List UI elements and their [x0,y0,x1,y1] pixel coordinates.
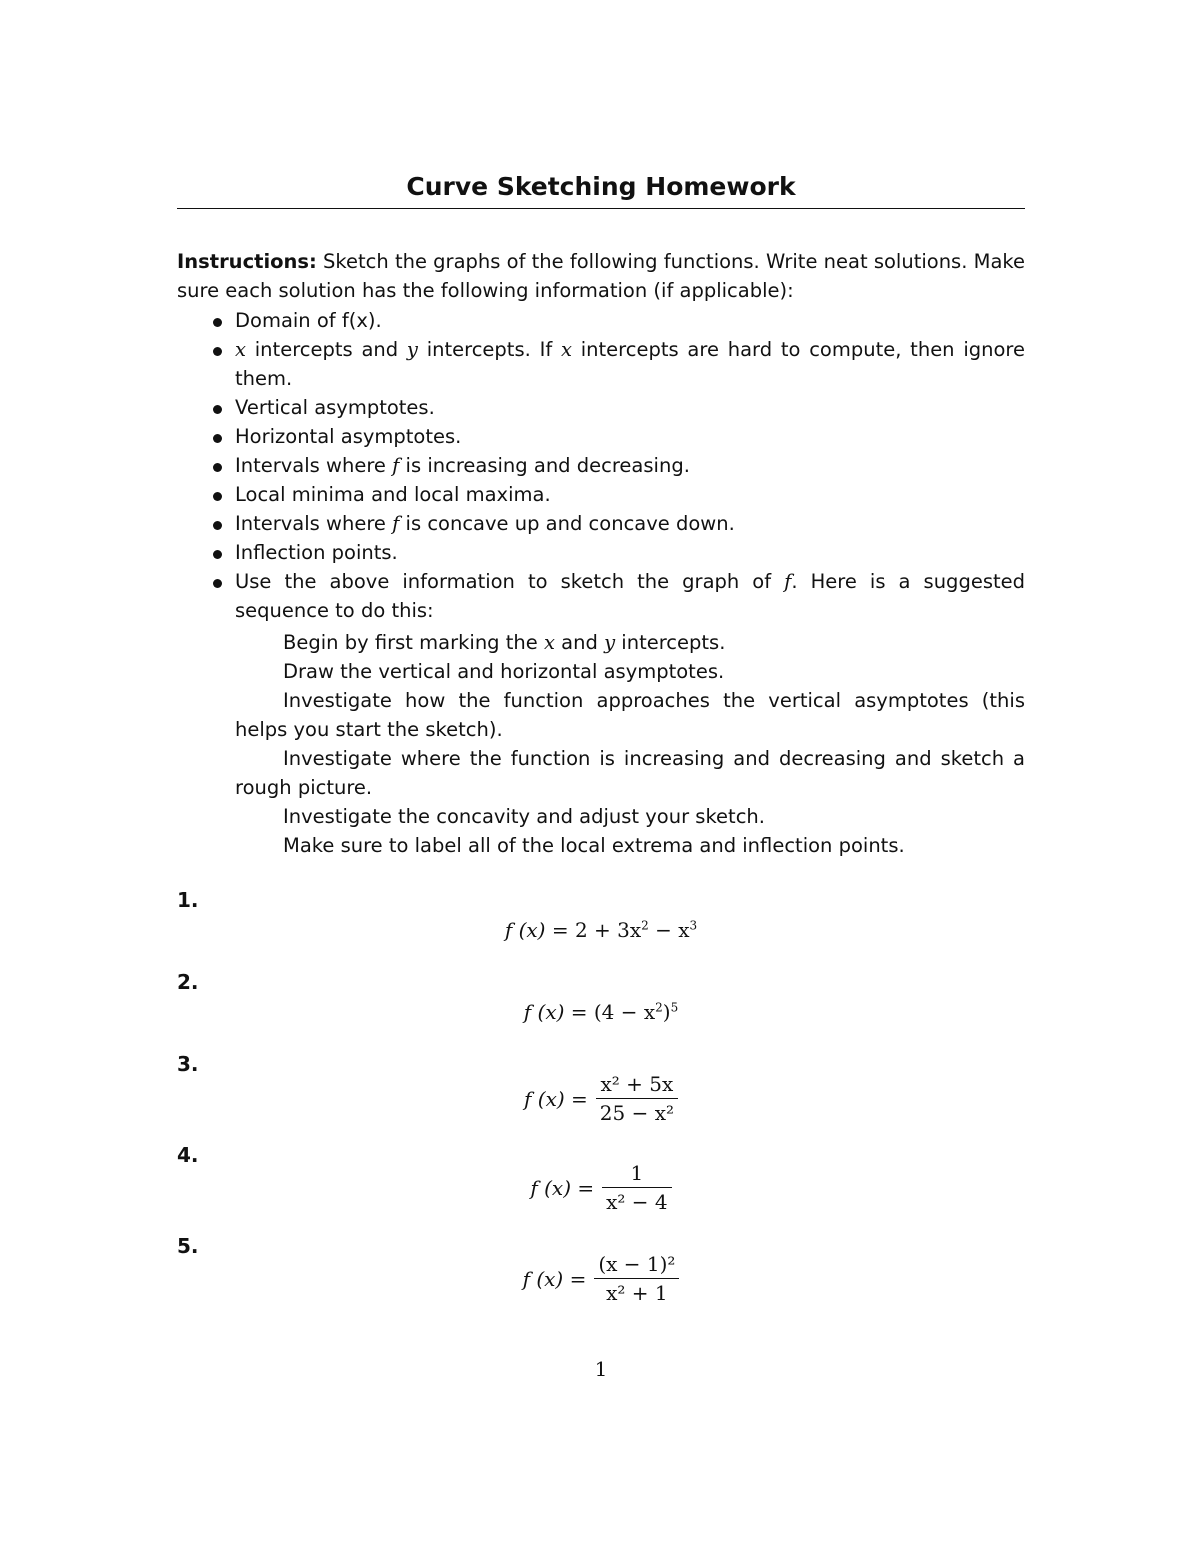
requirements-list [177,306,1025,625]
title-rule [177,208,1025,209]
formula-4 [177,1161,1025,1214]
bullet-text: Intervals where [235,454,393,477]
bullet-extrema: Local minima and local maxima. [235,483,551,506]
fraction-numerator: x² + 5x [600,1072,674,1096]
formula-1 [177,918,1025,942]
bullet-text: is concave up and concave down. [399,512,735,535]
problem-number: 2. [177,970,199,994]
step-6: Make sure to label all of the local extrema and inflection points. [283,834,905,857]
fraction-bar [602,1187,672,1188]
fraction [596,1072,678,1125]
document-page [177,0,1025,1553]
bullet-text: . Here is a suggested sequence to do this: [235,570,1025,622]
math-f: f [784,570,792,593]
formula-lhs: f (x) = [530,1175,595,1200]
formula-exponent: 2 [641,918,649,933]
formula-lhs: f (x) = [504,918,569,942]
problem-number: 3. [177,1052,199,1076]
formula-3 [177,1072,1025,1125]
step-2: Draw the vertical and horizontal asymptotes. [283,660,725,683]
suggested-steps [177,628,1025,860]
instructions-label: Instructions: [177,250,317,273]
fraction-bar [594,1278,679,1279]
formula-exponent: 2 [655,1000,663,1015]
bullet-domain: Domain of f(x). [235,309,382,332]
math-y: y [406,338,418,361]
list-item [177,509,1025,538]
bullet-text: intercepts and [246,338,407,361]
fraction [602,1161,672,1214]
fraction-denominator: x² + 1 [606,1281,668,1305]
formula-term: 2 + 3x [574,918,642,942]
bullet-horizontal: Horizontal asymptotes. [235,425,462,448]
math-x: x [235,338,246,361]
fraction-numerator: 1 [630,1161,644,1185]
step-3: Investigate how the function approaches the vertical asymptotes (this helps you start the sketch). [235,689,1025,741]
bullet-text: intercepts are hard to compute, then ignore them. [235,338,1025,390]
instructions-paragraph [177,247,1025,305]
list-item [177,567,1025,625]
formula-term: − x [648,918,690,942]
list-item [177,306,1025,335]
formula-lhs: f (x) = [523,1000,588,1024]
fraction-numerator: (x − 1)² [598,1252,676,1276]
list-item [177,538,1025,567]
instructions-text: Sketch the graphs of the following functions. Write neat solutions. Make sure each solution has the following information (if applicable): [177,250,1025,302]
formula-5 [177,1252,1025,1305]
step-1: Begin by first marking the x and y intercepts. [283,631,726,654]
list-item [177,335,1025,393]
formula-lhs: f (x) = [524,1086,588,1111]
document-title: Curve Sketching Homework [406,172,796,201]
fraction-denominator: 25 − x² [599,1101,674,1125]
math-x: x [560,338,572,361]
step-4: Investigate where the function is increasing and decreasing and sketch a rough picture. [235,747,1025,799]
math-f: f [392,454,400,477]
list-item [177,451,1025,480]
problem-number: 5. [177,1234,199,1258]
problem-number: 4. [177,1143,199,1167]
fraction-bar [596,1098,678,1099]
step-5: Investigate the concavity and adjust your sketch. [283,805,765,828]
bullet-text: Intervals where [235,512,393,535]
bullet-text: Use the above information to sketch the graph of [235,570,785,593]
bullet-vertical: Vertical asymptotes. [235,396,435,419]
list-item [177,393,1025,422]
list-item [177,480,1025,509]
problem-number: 1. [177,888,199,912]
fraction [594,1252,679,1305]
formula-exponent: 5 [670,1000,679,1015]
math-f: f [392,512,400,535]
formula-lhs: f (x) = [522,1266,587,1291]
fraction-denominator: x² − 4 [606,1190,668,1214]
formula-exponent: 3 [689,918,698,933]
formula-term: (4 − x [593,1000,656,1024]
bullet-inflection: Inflection points. [235,541,398,564]
formula-2 [177,1000,1025,1024]
page-number: 1 [594,1357,608,1381]
bullet-text: is increasing and decreasing. [399,454,690,477]
formula-term: ) [662,1000,671,1024]
bullet-text: intercepts. If [417,338,561,361]
list-item [177,422,1025,451]
